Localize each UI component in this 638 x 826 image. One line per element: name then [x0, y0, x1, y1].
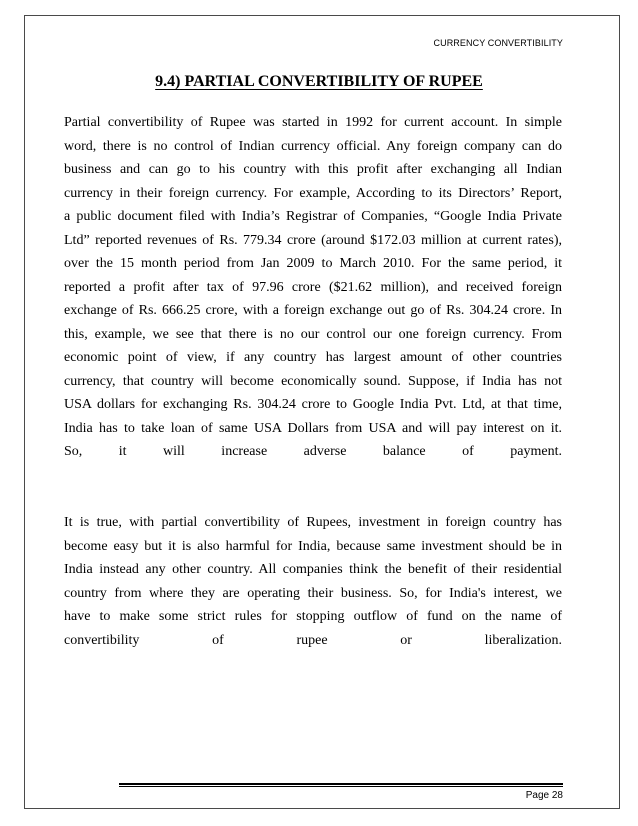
paragraph-line: USA dollars for exchanging Rs. 304.24 crore to Google India Pvt. Ltd, at that time,: [64, 397, 562, 412]
paragraph-line: So, it will increase adverse balance of payment.: [64, 444, 562, 459]
paragraph-line: Ltd” reported revenues of Rs. 779.34 crore (around $172.03 million at current rates),: [64, 232, 562, 248]
section-title-text: 9.4) PARTIAL CONVERTIBILITY OF RUPEE: [155, 73, 483, 90]
paragraph-line: It is true, with partial convertibility of Rupees, investment in foreign country has: [64, 515, 562, 530]
paragraph-line: this, example, we see that there is no our control our one foreign currency. From: [64, 326, 562, 342]
page-number: Page 28: [525, 790, 563, 801]
paragraph-line: India has to take loan of same USA Dollars from USA and will pay interest on it.: [64, 420, 562, 436]
paragraph-line: currency in their foreign currency. For example, According to its Directors’ Report,: [64, 185, 562, 201]
paragraph-line: currency, that country will become economically sound. Suppose, if India has not: [64, 373, 562, 389]
paragraph-line: over the 15 month period from Jan 2009 to March 2010. For the same period, it: [64, 256, 562, 271]
section-title: [0, 73, 638, 91]
paragraph-1: [64, 111, 562, 464]
paragraph-line: have to make some strict rules for stopping outflow of fund on the name of: [64, 609, 562, 624]
paragraph-line: word, there is no control of Indian currency official. Any foreign company can do: [64, 138, 562, 154]
paragraph-line: economic point of view, if any country has largest amount of other countries: [64, 350, 562, 365]
paragraph-line: convertibility of rupee or liberalization.: [64, 632, 562, 648]
running-header: CURRENCY CONVERTIBILITY: [433, 38, 563, 48]
paragraph-line: reported a profit after tax of 97.96 crore ($21.62 million), and received foreign: [64, 279, 562, 295]
paragraph-line: a public document filed with India’s Registrar of Companies, “Google India Private: [64, 209, 562, 224]
paragraph-line: country from where they are operating their business. So, for India's interest, we: [64, 585, 562, 601]
paragraph-line: Partial convertibility of Rupee was started in 1992 for current account. In simple: [64, 115, 562, 130]
paragraph-2: [64, 511, 562, 652]
footer-rule: [119, 783, 563, 785]
paragraph-line: India instead any other country. All companies think the benefit of their residential: [64, 562, 562, 577]
paragraph-line: become easy but it is also harmful for India, because same investment should be in: [64, 538, 562, 554]
paragraph-line: exchange of Rs. 666.25 crore, with a foreign exchange out go of Rs. 304.24 crore. In: [64, 303, 562, 318]
paragraph-line: business and can go to his country with this profit after exchanging all Indian: [64, 162, 562, 177]
